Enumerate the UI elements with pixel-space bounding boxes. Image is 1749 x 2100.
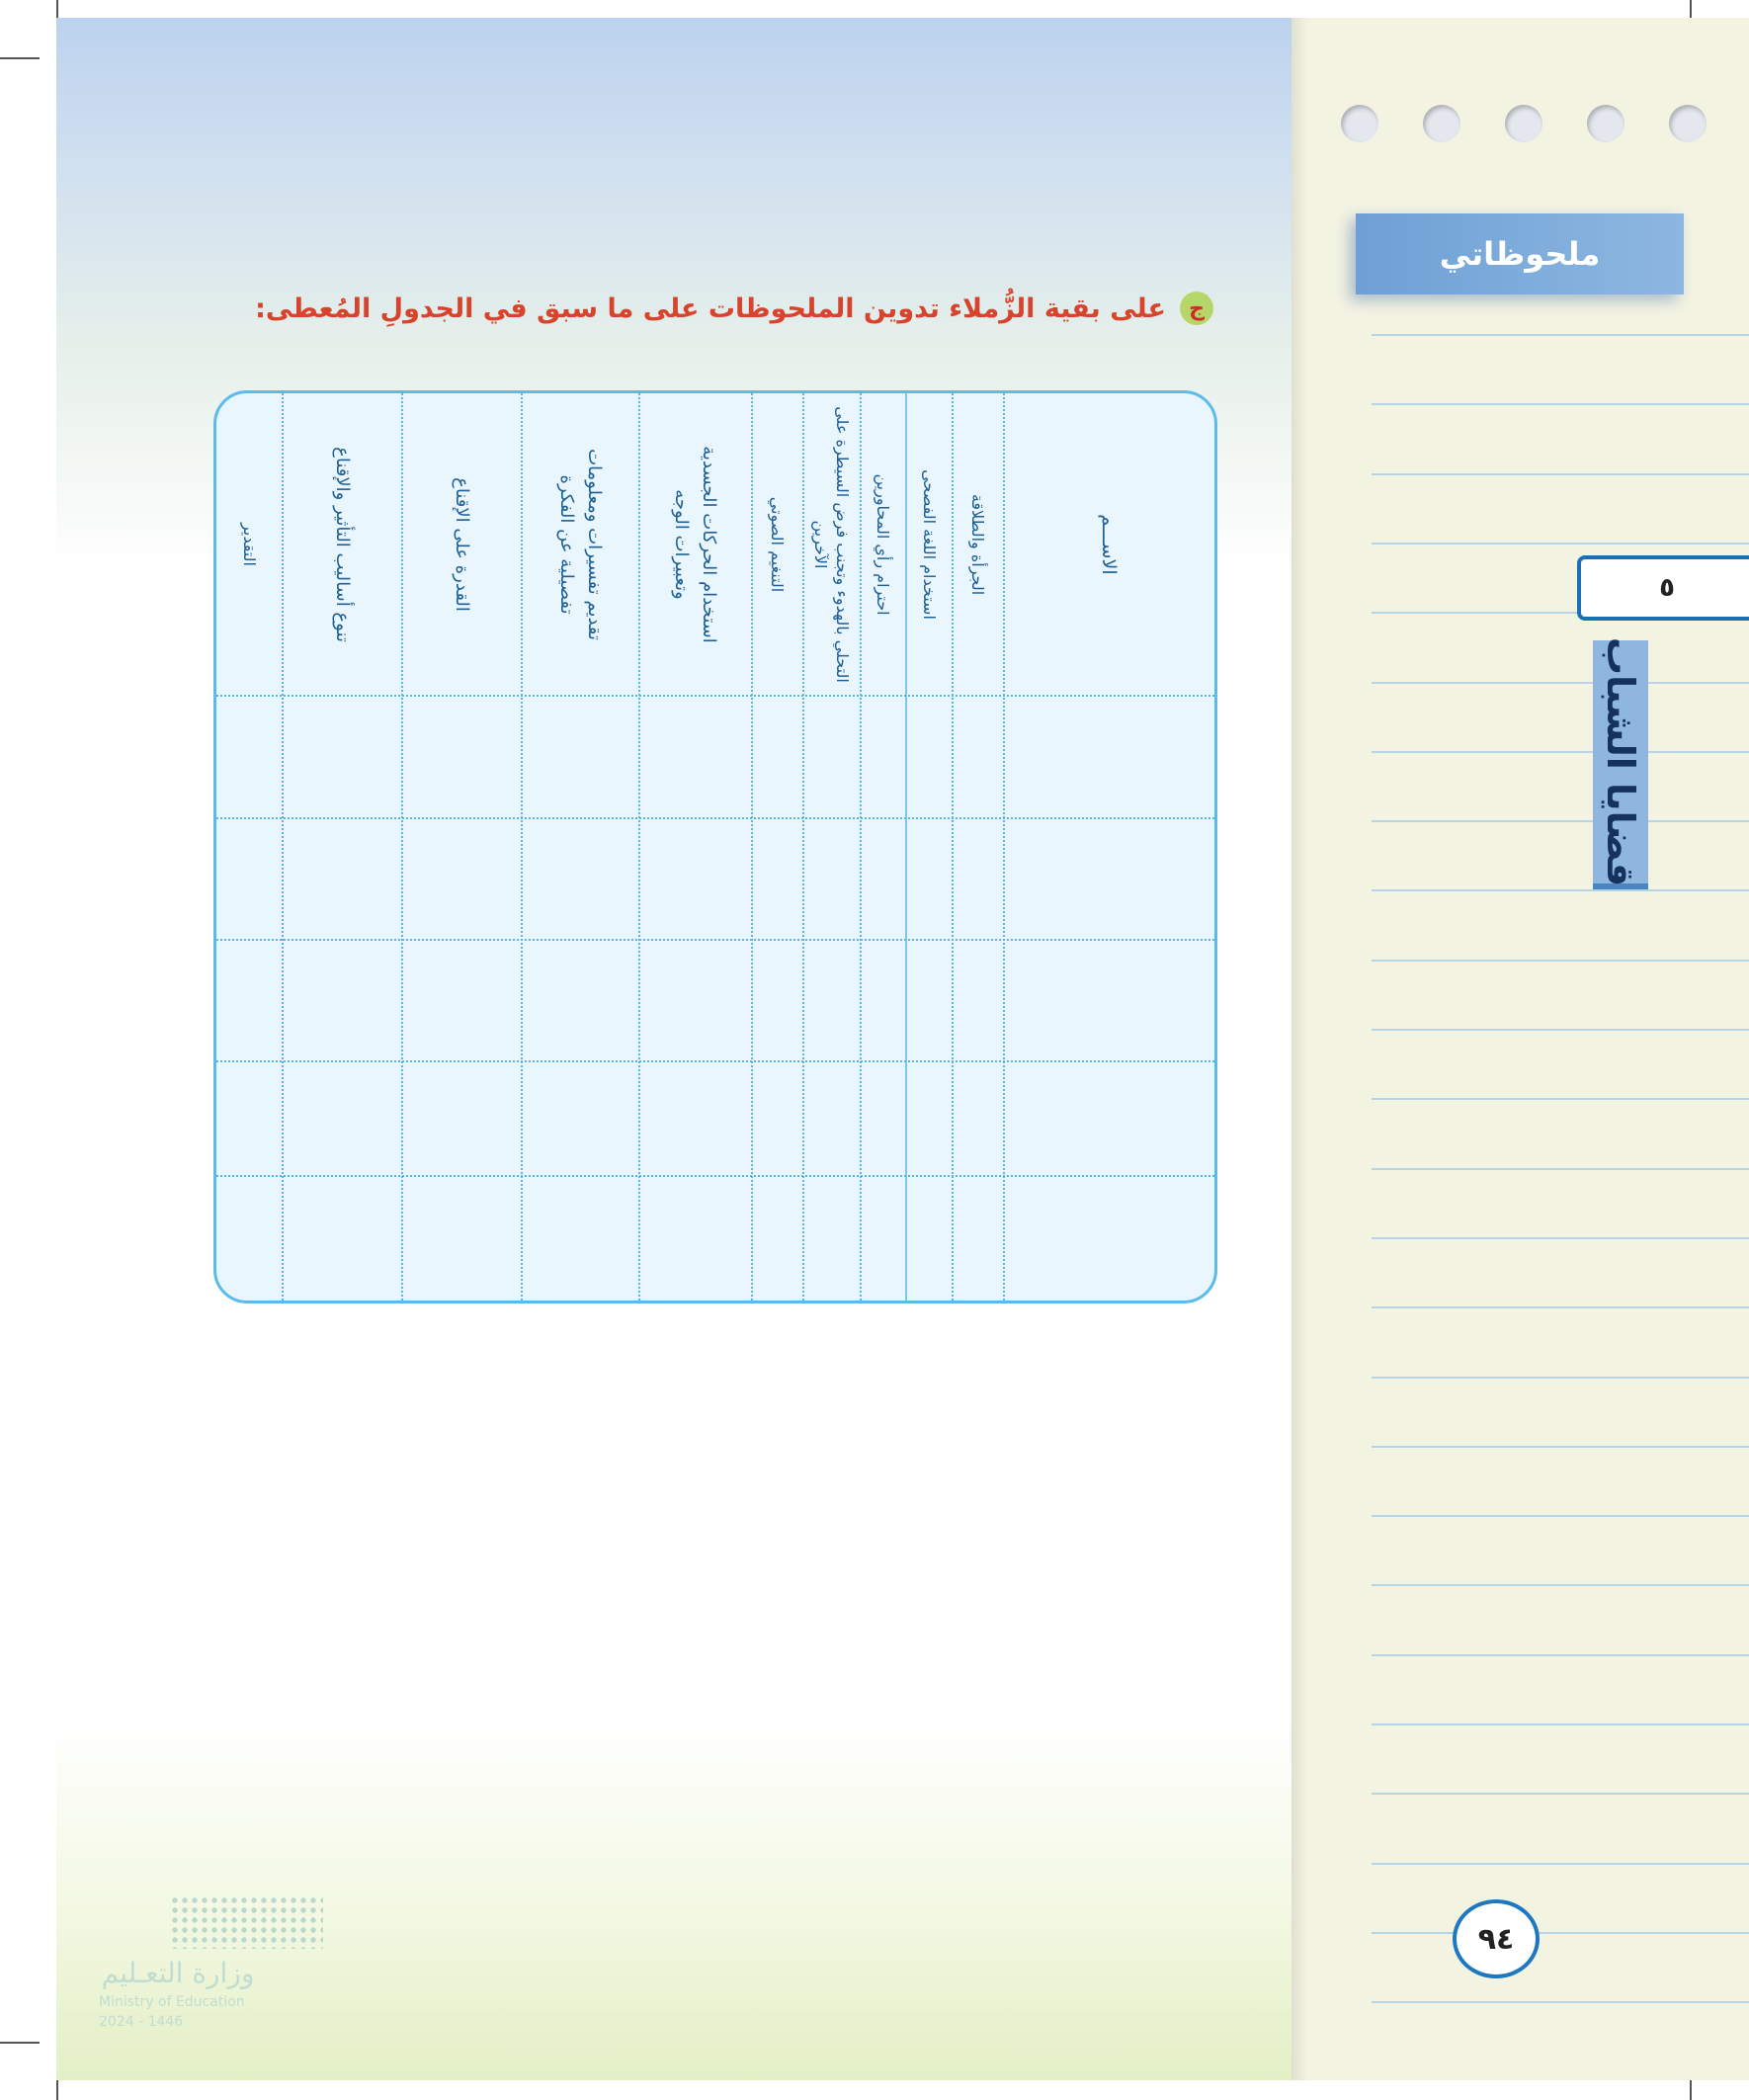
notes-ruled-line [1372, 1723, 1749, 1725]
header-cell [802, 393, 860, 695]
header-cell [282, 393, 401, 695]
notes-ruled-line [1372, 1584, 1749, 1586]
notes-ruled-line [1372, 1377, 1749, 1379]
notes-ruled-line [1372, 960, 1749, 962]
notes-ruled-line [1372, 1029, 1749, 1031]
notes-ruled-line [1372, 820, 1749, 822]
header-label: احترام رأي المحاورين [874, 472, 892, 616]
notes-ruled-line [1372, 1168, 1749, 1170]
header-label: استخدام الحركات الجسدية وتعبيرات الوجه [671, 445, 719, 643]
notes-ruled-line [1372, 751, 1749, 753]
instruction-text: على بقية الزُّملاء تدوين الملحوظات على ما سبق في الجدولِ المُعطى: [255, 293, 1166, 324]
row-divider [216, 1060, 1214, 1062]
binder-hole [1669, 105, 1707, 142]
notes-ruled-line [1372, 543, 1749, 545]
notes-panel [1291, 18, 1749, 2080]
header-label: الاســـم [1098, 513, 1120, 575]
exercise-letter-badge [1180, 292, 1213, 325]
notes-ruled-line [1372, 889, 1749, 891]
notes-ruled-line [1372, 1654, 1749, 1656]
header-label: التقدير [240, 522, 259, 566]
header-label: تنوع أساليب التأثير والإقناع [331, 446, 353, 642]
unit-title: قضايا الشباب [1599, 636, 1642, 887]
notes-ruled-line [1372, 473, 1749, 475]
page-number: ٩٤ [1477, 1921, 1515, 1957]
ministry-year: 2024 - 1446 [99, 2014, 184, 2030]
notes-ruled-line [1372, 682, 1749, 684]
trim-mark [0, 2042, 40, 2044]
header-label: التحلي بالهدوء وتجنب فرض السيطرة على الآخرين [811, 405, 852, 683]
ministry-name-arabic: وزارة التعـليم [101, 1957, 255, 1989]
page-number-badge [1453, 1899, 1540, 1978]
notes-title [1356, 213, 1684, 294]
row-divider [216, 939, 1214, 941]
binder-hole [1423, 105, 1460, 142]
header-cell [216, 393, 282, 695]
row-divider [216, 817, 1214, 819]
binder-hole [1341, 105, 1378, 142]
notes-ruled-line [1372, 1793, 1749, 1795]
ministry-logo-dots [170, 1895, 323, 1949]
notes-ruled-line [1372, 1932, 1749, 1934]
ministry-name-english: Ministry of Education [99, 1994, 245, 2010]
header-cell [860, 393, 905, 695]
header-cell [952, 393, 1003, 695]
exercise-letter: ج [1189, 295, 1205, 321]
row-divider [216, 1175, 1214, 1177]
binder-hole [1587, 105, 1624, 142]
notes-ruled-line [1372, 334, 1749, 336]
notes-ruled-line [1372, 403, 1749, 405]
notes-ruled-line [1372, 1863, 1749, 1865]
header-cell [905, 393, 952, 695]
notes-ruled-line [1372, 1446, 1749, 1448]
ministry-logo [99, 1895, 356, 2034]
notes-ruled-line [1372, 1515, 1749, 1517]
header-cell [638, 393, 751, 695]
header-label: التنغيم الصوتي [768, 496, 787, 592]
header-label: القدرة على الإقناع [451, 476, 472, 612]
unit-number: ٥ [1659, 573, 1675, 603]
header-cell [521, 393, 638, 695]
header-label: استخدام اللغة الفصحى [919, 468, 939, 620]
notes-title-text: ملحوظاتي [1439, 235, 1601, 273]
notes-ruled-line [1372, 1237, 1749, 1239]
observation-table [213, 390, 1217, 1303]
binder-hole [1505, 105, 1542, 142]
header-label: الجرأة والطلاقة [968, 493, 987, 595]
notes-ruled-line [1372, 2001, 1749, 2003]
header-label: تقديم تفسيرات ومعلومات تفصيلية عن الفكرة [555, 448, 605, 640]
header-cell-name [1003, 393, 1214, 695]
notes-ruled-line [1372, 1098, 1749, 1100]
header-cell [751, 393, 802, 695]
trim-mark [0, 57, 40, 59]
row-divider [216, 695, 1214, 697]
notes-ruled-line [1372, 1306, 1749, 1308]
unit-number-box [1577, 555, 1749, 621]
header-cell [401, 393, 521, 695]
exercise-instruction [257, 287, 1213, 330]
